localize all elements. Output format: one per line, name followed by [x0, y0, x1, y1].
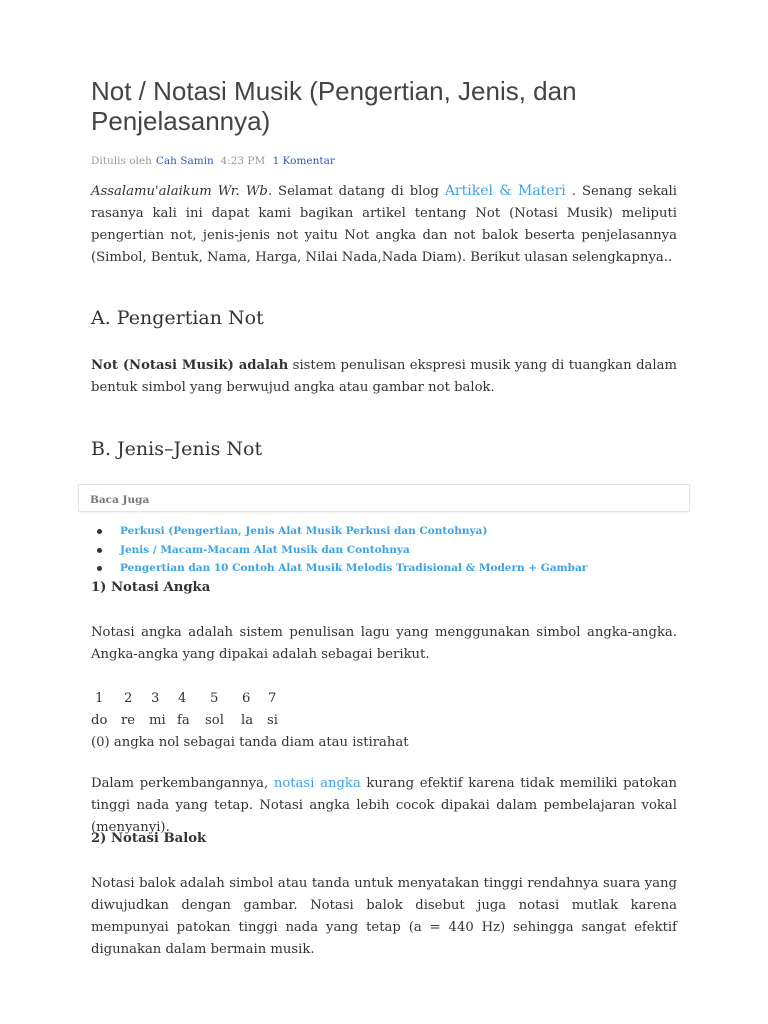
perkembangan-text-2: kurang efektif karena tidak memiliki patokan tinggi nada yang tetap. Notasi angka lebih cocok dipakai dalam pembelajaran vokal (menyanyi).	[91, 776, 677, 835]
number-cell: 7	[268, 691, 277, 706]
greeting-text: Assalamu'alaikum Wr. Wb.	[91, 184, 273, 199]
section-a-heading: A. Pengertian Not	[91, 307, 264, 329]
author-link[interactable]: Cah Samin	[155, 155, 214, 167]
bullet-icon	[97, 548, 102, 553]
syllable-cell: sol	[205, 713, 224, 728]
notasi-angka-paragraph: Notasi angka adalah sistem penulisan lagu yang menggunakan simbol angka-angka. Angka-angka yang dipakai adalah sebagai berikut.	[91, 625, 677, 662]
number-notation-table	[91, 688, 409, 754]
syllable-cell: la	[241, 713, 254, 728]
notasi-balok-paragraph: Notasi balok adalah simbol atau tanda untuk menyatakan tinggi rendahnya suara yang diwujudkan dengan gambar. Notasi balok disebut juga notasi mutlak karena mempunyai patokan tinggi nada yang tetap (a = 440 Hz) sehingga sangat efektif digunakan dalam bermain musik.	[91, 876, 677, 957]
definition-term: Not (Notasi Musik) adalah	[91, 358, 289, 373]
syllable-cell: si	[267, 713, 278, 728]
number-cell: 6	[242, 691, 251, 706]
numbers-row	[91, 688, 409, 710]
list-item	[95, 541, 587, 560]
related-link-perkusi[interactable]: Perkusi (Pengertian, Jenis Alat Musik Perkusi dan Contohnya)	[120, 525, 488, 537]
related-link-jenis-alat-musik[interactable]: Jenis / Macam-Macam Alat Musik dan Contohnya	[120, 543, 410, 556]
perkembangan-paragraph	[91, 773, 677, 839]
syllable-cell: mi	[149, 713, 166, 728]
number-cell: 4	[178, 691, 187, 706]
intro-text-2: . Senang sekali rasanya kali ini dapat kami bagikan artikel tentang Not (Notasi Musik) meliputi pengertian not, jenis-jenis not yaitu Not angka dan not balok beserta penjelasannya (Simbol, Bentuk, Nama, Harga, Nilai Nada,Nada Diam). Berikut ulasan selengkapnya..	[91, 184, 677, 265]
intro-text-1: Selamat datang di blog	[272, 184, 445, 199]
section-a-paragraph	[91, 355, 677, 399]
notasi-angka-heading: 1) Notasi Angka	[91, 580, 211, 595]
syllable-cell: re	[121, 713, 136, 728]
bullet-icon	[97, 566, 102, 571]
written-by-label: Ditulis oleh	[91, 155, 152, 167]
related-link-alat-musik-melodis[interactable]: Pengertian dan 10 Contoh Alat Musik Melodis Tradisional & Modern + Gambar	[120, 562, 588, 574]
notasi-balok-heading: 2) Notasi Balok	[91, 831, 207, 846]
number-cell: 2	[124, 691, 133, 706]
baca-juga-label: Baca Juga	[90, 494, 150, 506]
notasi-angka-link[interactable]: notasi angka	[273, 776, 361, 791]
syllable-cell: fa	[177, 713, 190, 728]
syllables-row	[91, 710, 409, 732]
baca-juga-box	[78, 484, 690, 512]
comments-link[interactable]: 1 Komentar	[272, 155, 335, 167]
article-title: Not / Notasi Musik (Pengertian, Jenis, dan Penjelasannya)	[91, 76, 577, 136]
number-cell: 1	[95, 691, 104, 706]
list-item	[95, 559, 587, 578]
zero-note: (0) angka nol sebagai tanda diam atau istirahat	[91, 735, 409, 750]
post-time: 4:23 PM	[220, 155, 266, 167]
syllable-cell: do	[91, 713, 108, 728]
related-links-list	[95, 522, 587, 578]
definition-text: sistem penulisan ekspresi musik yang di tuangkan dalam bentuk simbol yang berwujud angka atau gambar not balok.	[91, 358, 678, 395]
intro-paragraph	[91, 180, 677, 269]
section-b-heading: B. Jenis–Jenis Not	[91, 438, 263, 460]
perkembangan-text-1: Dalam perkembangannya,	[91, 776, 274, 791]
post-meta	[91, 155, 335, 167]
blog-link[interactable]: Artikel & Materi	[444, 183, 566, 199]
bullet-icon	[97, 529, 102, 534]
number-cell: 5	[210, 691, 219, 706]
number-cell: 3	[151, 691, 160, 706]
list-item	[95, 522, 587, 541]
